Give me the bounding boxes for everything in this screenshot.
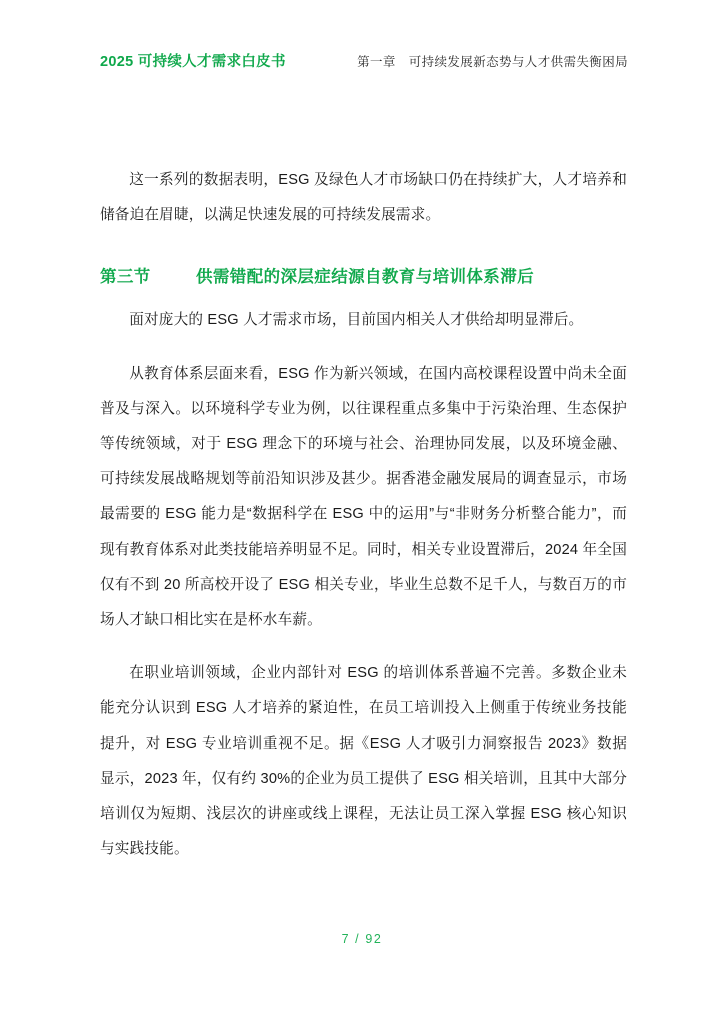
header-chapter-title: 第一章 可持续发展新态势与人才供需失衡困局 xyxy=(357,55,628,69)
header-document-title: 2025 可持续人才需求白皮书 xyxy=(100,54,286,70)
page-footer xyxy=(0,930,724,948)
document-body xyxy=(100,163,627,867)
paragraph-education-system: 从教育体系层面来看，ESG 作为新兴领域，在国内高校课程设置中尚未全面普及与深入。以环境科学专业为例，以往课程重点多集中于污染治理、生态保护等传统领域，对于 ESG 理念下的环境与社会、治理协同发展，以及环境金融、可持续发展战略规划等前沿知识涉及甚少。据香港金融发展局的调查显示，市场最需要的 ESG 能力是“数据科学在 ESG 中的运用”与“非财务分析整合能力”，而现有教育体系对此类技能培养明显不足。同时，相关专业设置滞后，2024 年全国仅有不到 20 所高校开设了 ESG 相关专业，毕业生总数不足千人，与数百万的市场人才缺口相比实在是杯水车薪。 xyxy=(100,365,627,629)
running-header xyxy=(100,50,628,74)
section-number: 第三节 xyxy=(100,268,151,287)
section-heading xyxy=(100,262,627,292)
page-number: 7 / 92 xyxy=(341,932,383,946)
section-title: 供需错配的深层症结源自教育与培训体系滞后 xyxy=(196,268,534,287)
paragraph-vocational-training: 在职业培训领域，企业内部针对 ESG 的培训体系普遍不完善。多数企业未能充分认识到 ESG 人才培养的紧迫性，在员工培训投入上侧重于传统业务技能提升，对 ESG 专业培训重视不足。据《ESG 人才吸引力洞察报告 2023》数据显示，2023 年，仅有约 30%的企业为员工提供了 ESG 相关培训，且其中大部分培训仅为短期、浅层次的讲座或线上课程，无法让员工深入掌握 ESG 核心知识与实践技能。 xyxy=(100,665,627,858)
paragraph-supply-lag: 面对庞大的 ESG 人才需求市场，目前国内相关人才供给却明显滞后。 xyxy=(129,312,584,329)
paragraph-data-summary: 这一系列的数据表明，ESG 及绿色人才市场缺口仍在持续扩大，人才培养和储备迫在眉睫，以满足快速发展的可持续发展需求。 xyxy=(100,172,627,224)
